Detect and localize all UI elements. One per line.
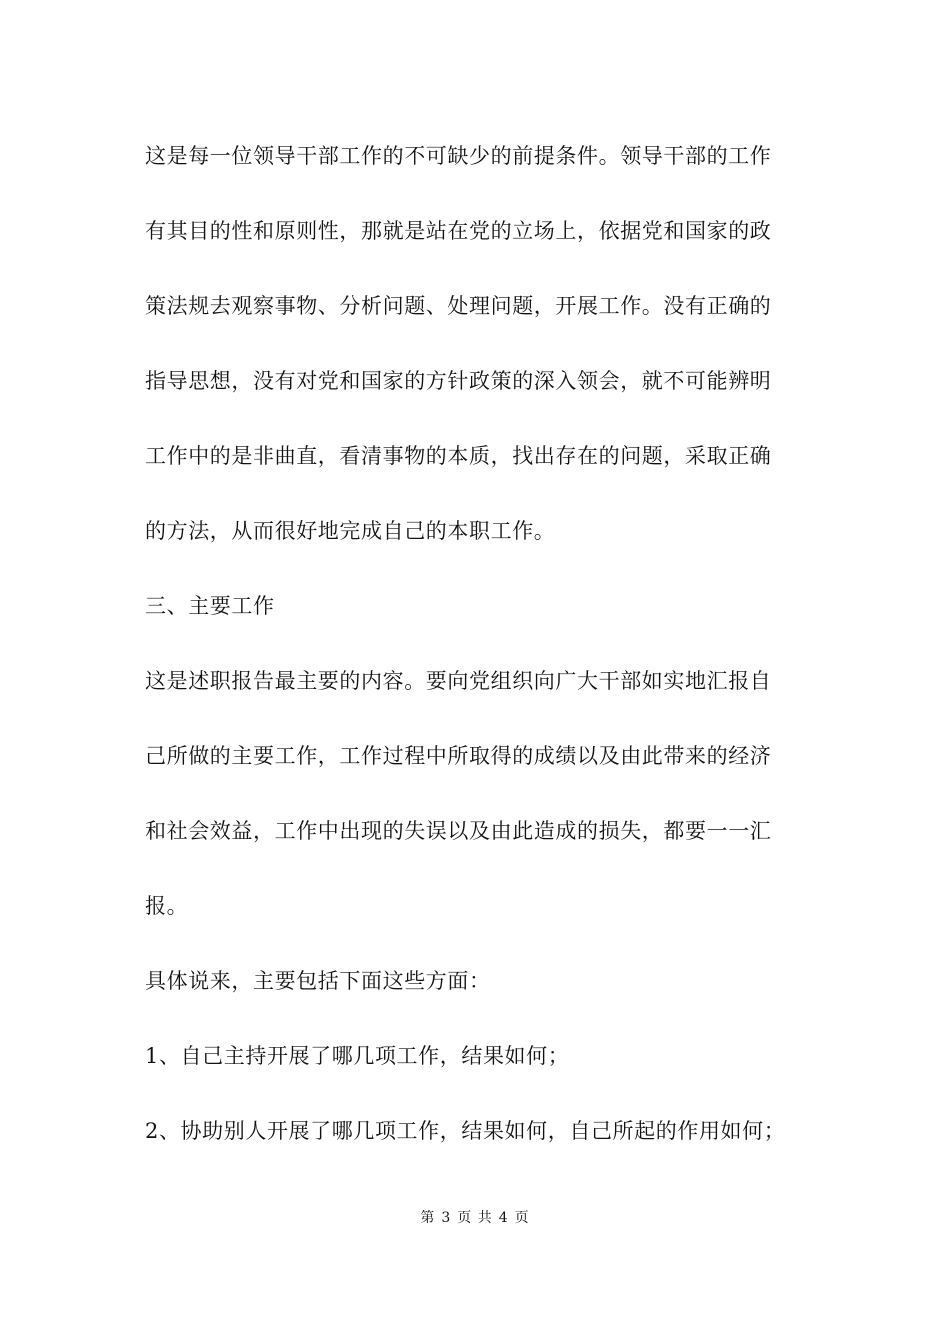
footer-current-page: 3: [441, 1210, 452, 1226]
footer-prefix: 第: [420, 1210, 436, 1226]
text-line: 指导思想，没有对党和国家的方针政策的深入领会，就不可能辨明: [145, 369, 772, 393]
text-line: 己所做的主要工作，工作过程中所取得的成绩以及由此带来的经济: [145, 744, 772, 768]
list-item: 2、协助别人开展了哪几项工作，结果如何，自己所起的作用如何；: [145, 1119, 786, 1143]
section-heading: 三、主要工作: [145, 594, 275, 618]
footer-suffix: 页: [514, 1210, 530, 1226]
text-line: 报。: [145, 894, 189, 918]
list-item: 1、自己主持开展了哪几项工作，结果如何；: [145, 1044, 570, 1068]
text-line: 具体说来，主要包括下面这些方面：: [145, 969, 491, 993]
text-line: 的方法，从而很好地完成自己的本职工作。: [145, 519, 556, 543]
text-line: 工作中的是非曲直，看清事物的本质，找出存在的问题，采取正确: [145, 444, 772, 468]
text-line: 这是述职报告最主要的内容。要向党组织向广大干部如实地汇报自: [145, 669, 772, 693]
footer-mid: 页 共: [457, 1210, 493, 1226]
footer-total-pages: 4: [498, 1210, 509, 1226]
text-line: 有其目的性和原则性，那就是站在党的立场上，依据党和国家的政: [145, 219, 772, 243]
text-line: 和社会效益，工作中出现的失误以及由此造成的损失，都要一一汇: [145, 819, 772, 843]
text-line: 策法规去观察事物、分析问题、处理问题，开展工作。没有正确的: [145, 294, 772, 318]
text-line: 这是每一位领导干部工作的不可缺少的前提条件。领导干部的工作: [145, 144, 772, 168]
page-footer: [0, 1210, 950, 1226]
